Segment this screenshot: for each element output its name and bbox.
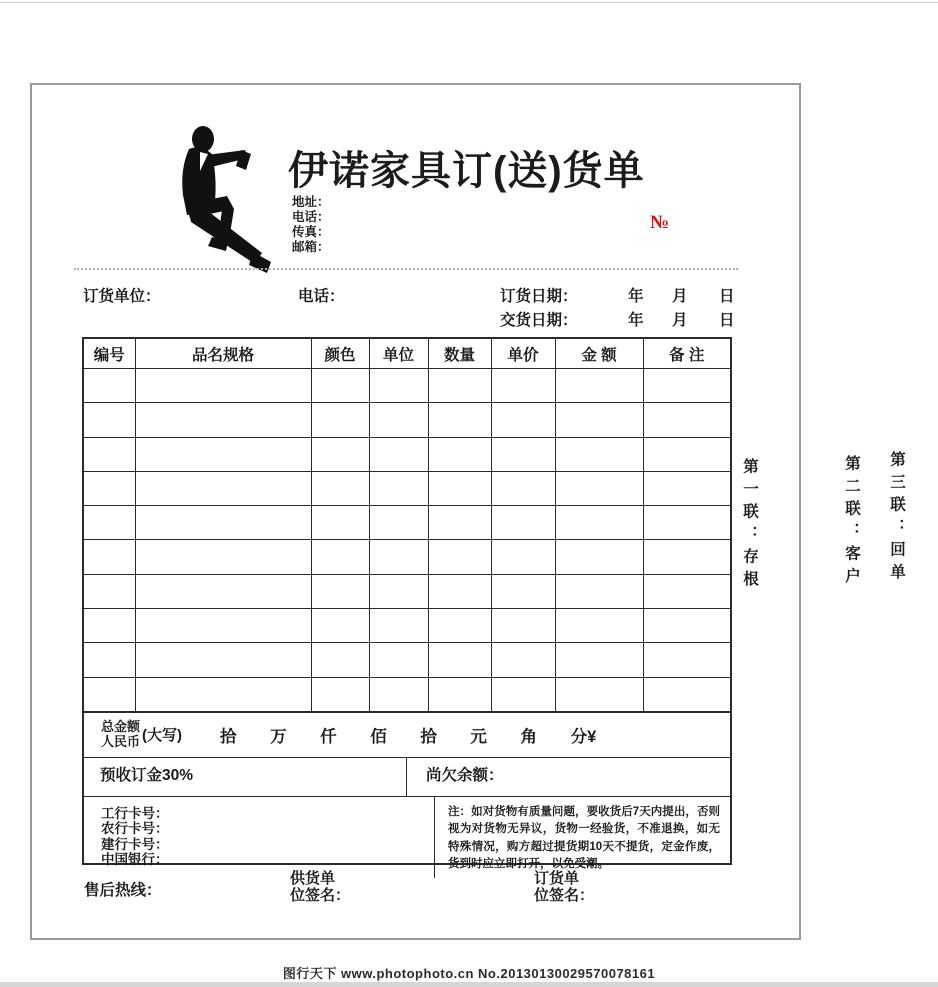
table-cell xyxy=(311,677,369,711)
address-label: 地址： xyxy=(292,195,330,209)
table-row xyxy=(84,506,730,540)
copy-label-2: 第二联：客户 xyxy=(843,455,860,590)
table-cell xyxy=(555,403,643,437)
table-cell xyxy=(135,471,311,505)
image-bottom-edge xyxy=(0,982,938,987)
table-cell xyxy=(135,677,311,711)
table-row xyxy=(84,677,730,711)
table-cell xyxy=(369,677,428,711)
table-cell xyxy=(311,506,369,540)
column-header: 品名规格 xyxy=(135,339,311,369)
table-cell xyxy=(311,574,369,608)
items-table-box xyxy=(82,337,732,871)
table-cell xyxy=(135,540,311,574)
table-cell xyxy=(643,643,730,677)
order-date-label: 订货日期： xyxy=(500,288,578,305)
order-date-year-label: 年 xyxy=(628,288,644,305)
table-cell xyxy=(555,369,643,403)
order-unit-label: 订货单位： xyxy=(83,288,161,305)
deposit-label: 预收订金30% xyxy=(100,766,194,784)
icbc-card-label: 工行卡号： xyxy=(101,805,169,821)
table-cell xyxy=(555,506,643,540)
table-cell xyxy=(491,540,555,574)
businessman-silhouette-logo xyxy=(169,125,271,275)
table-cell xyxy=(369,574,428,608)
table-cell xyxy=(643,540,730,574)
company-contact-block xyxy=(292,195,330,255)
table-cell xyxy=(555,643,643,677)
table-row xyxy=(84,437,730,471)
table-row xyxy=(84,403,730,437)
table-cell xyxy=(369,437,428,471)
table-cell xyxy=(135,609,311,643)
total-amount-row xyxy=(84,712,730,757)
form-title: 伊诺家具订(送)货单 xyxy=(288,149,645,193)
table-cell xyxy=(555,540,643,574)
table-header-row xyxy=(84,339,730,369)
info-phone-label: 电话： xyxy=(298,288,345,305)
column-header: 金 额 xyxy=(555,339,643,369)
table-cell xyxy=(311,369,369,403)
table-cell xyxy=(311,540,369,574)
delivery-date-year-label: 年 xyxy=(628,312,644,329)
table-cell xyxy=(555,471,643,505)
table-cell xyxy=(491,403,555,437)
stock-site-watermark: 图行天下 www.photophoto.cn No.20130130029570078161 xyxy=(282,966,656,981)
table-cell xyxy=(135,403,311,437)
table-row xyxy=(84,540,730,574)
table-cell xyxy=(369,609,428,643)
numero-sign: № xyxy=(650,212,670,233)
delivery-date-label: 交货日期： xyxy=(500,312,578,329)
table-cell xyxy=(491,609,555,643)
order-date-day-label: 日 xyxy=(719,288,735,305)
capital-words-label: (大写) xyxy=(142,727,183,745)
table-cell xyxy=(84,369,135,403)
table-cell xyxy=(643,609,730,643)
table-cell xyxy=(428,369,491,403)
table-cell xyxy=(84,574,135,608)
table-row xyxy=(84,369,730,403)
table-cell xyxy=(84,540,135,574)
table-cell xyxy=(643,437,730,471)
email-label: 邮箱： xyxy=(292,240,330,254)
table-cell xyxy=(643,677,730,711)
payment-row xyxy=(84,757,730,796)
table-cell xyxy=(369,540,428,574)
table-cell xyxy=(428,471,491,505)
items-table xyxy=(84,339,730,712)
column-header: 备 注 xyxy=(643,339,730,369)
table-cell xyxy=(311,403,369,437)
column-header: 颜色 xyxy=(311,339,369,369)
table-cell xyxy=(369,471,428,505)
table-cell xyxy=(643,506,730,540)
table-cell xyxy=(643,403,730,437)
table-cell xyxy=(428,643,491,677)
table-cell xyxy=(84,471,135,505)
table-cell xyxy=(428,609,491,643)
table-cell xyxy=(643,369,730,403)
bank-and-note-row xyxy=(84,796,730,878)
supplier-signature-label: 供货单 位签名： xyxy=(290,870,351,904)
table-cell xyxy=(491,471,555,505)
table-cell xyxy=(135,506,311,540)
table-cell xyxy=(84,643,135,677)
table-cell xyxy=(428,677,491,711)
table-row xyxy=(84,643,730,677)
table-cell xyxy=(311,643,369,677)
hotline-label: 售后热线： xyxy=(84,882,162,899)
buyer-signature-label: 订货单 位签名： xyxy=(534,870,595,904)
table-cell xyxy=(491,574,555,608)
column-header: 单位 xyxy=(369,339,428,369)
copy-label-1: 第一联：存根 xyxy=(741,458,758,593)
table-row xyxy=(84,574,730,608)
table-cell xyxy=(491,643,555,677)
table-cell xyxy=(84,403,135,437)
boc-card-label: 中国银行： xyxy=(101,852,169,868)
table-cell xyxy=(555,677,643,711)
currency-units-row: 拾 万 仟 佰 拾 元 角 分¥ xyxy=(220,727,597,746)
table-cell xyxy=(311,471,369,505)
copy-label-3: 第三联：回单 xyxy=(888,451,905,586)
delivery-date-day-label: 日 xyxy=(719,312,735,329)
table-cell xyxy=(369,506,428,540)
table-cell xyxy=(369,403,428,437)
table-cell xyxy=(643,574,730,608)
terms-note: 注：如对货物有质量问题，要收货后7天内提出，否则视为对货物无异议，货物一经验货，不准退换，如无特殊情况，购方超过提货期10天不提货，定金作废，货到时应立即打开，以免受潮。 xyxy=(434,797,730,878)
total-amount-label: 总金额 人民币 xyxy=(101,719,141,749)
order-date-month-label: 月 xyxy=(672,288,688,305)
table-cell xyxy=(369,643,428,677)
bank-accounts-block xyxy=(84,797,434,878)
dotted-divider xyxy=(74,268,738,270)
table-cell xyxy=(643,471,730,505)
table-cell xyxy=(491,677,555,711)
table-cell xyxy=(428,574,491,608)
image-top-edge xyxy=(0,2,938,3)
ccb-card-label: 建行卡号： xyxy=(101,836,169,852)
table-cell xyxy=(369,369,428,403)
table-cell xyxy=(491,506,555,540)
table-cell xyxy=(84,437,135,471)
table-cell xyxy=(135,643,311,677)
table-cell xyxy=(84,677,135,711)
table-row xyxy=(84,609,730,643)
table-cell xyxy=(135,574,311,608)
table-cell xyxy=(311,437,369,471)
table-cell xyxy=(84,609,135,643)
table-cell xyxy=(84,506,135,540)
table-cell xyxy=(428,506,491,540)
table-cell xyxy=(428,540,491,574)
balance-label: 尚欠余额： xyxy=(406,758,730,796)
phone-label: 电话： xyxy=(292,210,330,224)
delivery-date-month-label: 月 xyxy=(672,312,688,329)
column-header: 单价 xyxy=(491,339,555,369)
table-cell xyxy=(135,369,311,403)
table-cell xyxy=(555,609,643,643)
table-cell xyxy=(491,437,555,471)
table-cell xyxy=(491,369,555,403)
table-cell xyxy=(555,437,643,471)
table-row xyxy=(84,471,730,505)
table-cell xyxy=(555,574,643,608)
column-header: 数量 xyxy=(428,339,491,369)
form-sheet xyxy=(30,83,801,940)
abc-card-label: 农行卡号： xyxy=(101,821,169,837)
table-cell xyxy=(428,437,491,471)
table-cell xyxy=(135,437,311,471)
fax-label: 传真： xyxy=(292,225,330,239)
column-header: 编号 xyxy=(84,339,135,369)
table-cell xyxy=(428,403,491,437)
table-cell xyxy=(311,609,369,643)
